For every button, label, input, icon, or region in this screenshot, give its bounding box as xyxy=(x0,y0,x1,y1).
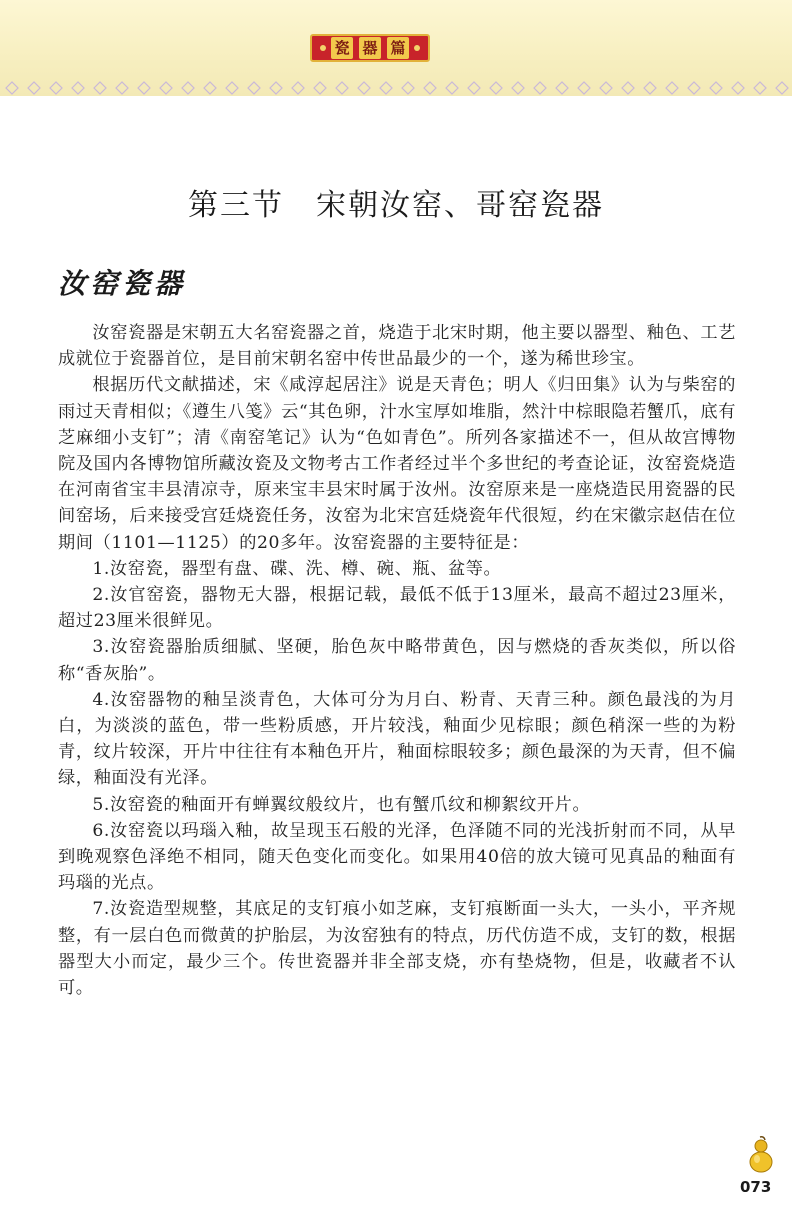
diamond-ornament xyxy=(380,82,392,94)
diamond-ornament xyxy=(204,82,216,94)
diamond-ornament xyxy=(336,82,348,94)
body-text xyxy=(58,320,736,1001)
diamond-ornament xyxy=(314,82,326,94)
feature-item-3: 3.汝窑瓷器胎质细腻、坚硬，胎色灰中略带黄色，因与燃烧的香灰类似，所以俗称“香灰胎”。 xyxy=(58,637,736,684)
diamond-ornament xyxy=(270,82,282,94)
feature-item-6: 6.汝窑瓷以玛瑙入釉，故呈现玉石般的光泽，色泽随不同的光浅折射而不同，从早到晚观察色泽绝不相同，随天色变化而变化。如果用40倍的放大镜可见真品的釉面有玛瑙的光点。 xyxy=(58,820,736,894)
diamond-ornament xyxy=(688,82,700,94)
diamond-ornament xyxy=(138,82,150,94)
section-title: 第三节 宋朝汝窑、哥窑瓷器 xyxy=(188,188,604,223)
subsection-title: 汝窑瓷器 xyxy=(58,267,187,300)
diamond-ornament xyxy=(490,82,502,94)
diamond-ornament xyxy=(732,82,744,94)
diamond-ornament xyxy=(578,82,590,94)
diamond-pattern-icon xyxy=(0,78,792,96)
badge-dot-left xyxy=(320,45,326,51)
badge-char-3: 篇 xyxy=(387,37,409,59)
feature-item-5: 5.汝窑瓷的釉面开有蝉翼纹般纹片，也有蟹爪纹和柳絮纹开片。 xyxy=(92,794,591,815)
diamond-ornament xyxy=(402,82,414,94)
diamond-ornament xyxy=(226,82,238,94)
chapter-badge xyxy=(310,34,430,62)
diamond-ornament xyxy=(556,82,568,94)
gourd-icon xyxy=(746,1135,776,1173)
diamond-ornament xyxy=(710,82,722,94)
diamond-ornament xyxy=(512,82,524,94)
badge-char-2: 器 xyxy=(359,37,381,59)
paragraph-history: 根据历代文献描述，宋《咸淳起居注》说是天青色；明人《归田集》认为与柴窑的雨过天青相似；《遵生八笺》云“其色卵，汁水宝厚如堆脂，然汁中棕眼隐若蟹爪，底有芝麻细小支钉”；清《南窑笔记》认为“色如青色”。所列各家描述不一，但从故宫博物院及国内各博物馆所藏汝瓷及文物考古工作者经过半个多世纪的考查论证，汝窑瓷烧造在河南省宝丰县清凉寺，原来宝丰县宋时属于汝州。汝窑原来是一座烧造民用瓷器的民间窑场，后来接受宫廷烧瓷任务，汝窑为北宋宫廷烧瓷年代很短，约在宋徽宗赵佶在位期间（1101—1125）的20多年。汝窑瓷器的主要特征是： xyxy=(58,375,736,553)
feature-item-4: 4.汝窑器物的釉呈淡青色，大体可分为月白、粉青、天青三种。颜色最浅的为月白，为淡淡的蓝色，带一些粉质感，开片较浅，釉面少见棕眼；颜色稍深一些的为粉青，纹片较深，开片中往往有本釉色开片，釉面棕眼较多；颜色最深的为天青，但不偏绿，釉面没有光泽。 xyxy=(58,689,736,789)
diamond-ornament xyxy=(116,82,128,94)
header-band xyxy=(0,0,792,96)
diamond-ornament xyxy=(666,82,678,94)
diamond-ornament xyxy=(622,82,634,94)
diamond-ornament xyxy=(72,82,84,94)
diamond-ornament xyxy=(424,82,436,94)
diamond-ornament xyxy=(468,82,480,94)
feature-item-1: 1.汝窑瓷，器型有盘、碟、洗、樽、碗、瓶、盆等。 xyxy=(92,558,502,579)
diamond-ornament xyxy=(292,82,304,94)
diamond-ornament xyxy=(358,82,370,94)
diamond-ornament xyxy=(248,82,260,94)
paragraph-intro: 汝窑瓷器是宋朝五大名窑瓷器之首，烧造于北宋时期，他主要以器型、釉色、工艺成就位于瓷器首位，是目前宋朝名窑中传世品最少的一个，遂为稀世珍宝。 xyxy=(58,323,736,370)
feature-item-2: 2.汝官窑瓷，器物无大器，根据记载，最低不低于13厘米，最高不超过23厘米，超过23厘米很鲜见。 xyxy=(58,585,736,632)
page-number: 073 xyxy=(740,1178,772,1196)
diamond-ornament xyxy=(644,82,656,94)
diamond-ornament xyxy=(182,82,194,94)
badge-dot-right xyxy=(414,45,420,51)
diamond-ornament xyxy=(600,82,612,94)
feature-item-7: 7.汝瓷造型规整，其底足的支钉痕小如芝麻，支钉痕断面一头大，一头小，平齐规整，有一层白色而微黄的护胎层，为汝窑独有的特点，历代仿造不成，支钉的数，根据器型大小而定，最少三个。传世瓷器并非全部支烧，亦有垫烧物，但是，收藏者不认可。 xyxy=(58,899,736,999)
diamond-ornament xyxy=(28,82,40,94)
diamond-ornament xyxy=(446,82,458,94)
diamond-ornament xyxy=(534,82,546,94)
diamond-ornament xyxy=(50,82,62,94)
diamond-ornament xyxy=(6,82,18,94)
diamond-ornament xyxy=(754,82,766,94)
diamond-ornament xyxy=(160,82,172,94)
badge-char-1: 瓷 xyxy=(331,37,353,59)
diamond-ornament xyxy=(776,82,788,94)
diamond-ornament xyxy=(94,82,106,94)
